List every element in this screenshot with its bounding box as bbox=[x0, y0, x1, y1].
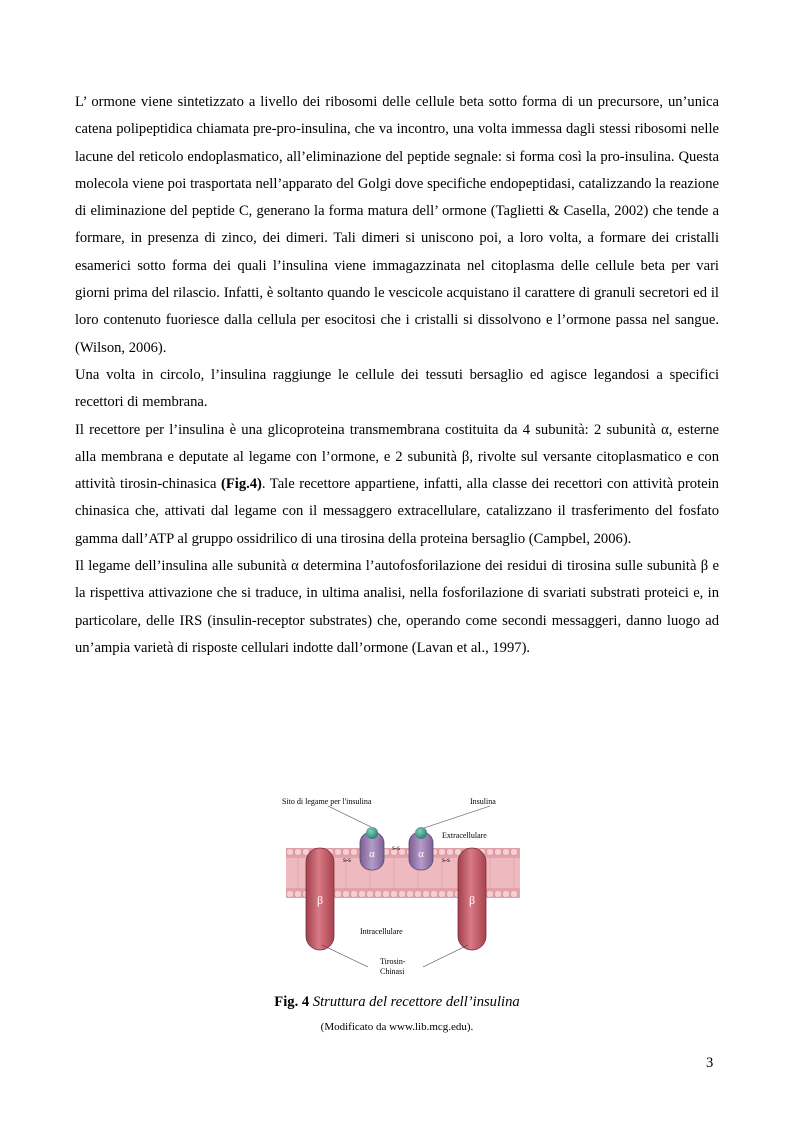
page-number: 3 bbox=[706, 1055, 714, 1071]
beta-label-right: β bbox=[468, 893, 476, 907]
figure-caption bbox=[0, 994, 794, 1011]
insulin-label: Insulina bbox=[470, 797, 496, 806]
figure-reference: (Fig.4) bbox=[220, 476, 262, 493]
disulfide-bridge-middle: s-s bbox=[392, 844, 400, 852]
alpha-label-left: α bbox=[369, 848, 375, 860]
disulfide-bridge-right: s-s bbox=[442, 856, 450, 864]
extracellular-label: Extracellulare bbox=[442, 831, 487, 840]
binding-site-label: Sito di legame per l'insulina bbox=[282, 797, 372, 806]
insulin-molecule-left bbox=[366, 827, 378, 839]
beta-label-left: β bbox=[316, 893, 324, 907]
receptor-figure bbox=[268, 790, 528, 982]
caption-source: (Modificato da www.lib.mcg.edu). bbox=[320, 1021, 474, 1033]
kinase-label-line2: Chinasi bbox=[380, 967, 405, 976]
paragraph: Il recettore per l’insulina è una glicoproteina transmembrana costituita da 4 subunità: 2 subunità α, esterne alla membrana e deputate al legame con l’ormone, e 2 subunità β, rivolte sul versante citoplasmatico e con attività tirosin-chinasica (Fig.4). Tale recettore appartiene, infatti, alla classe dei recettori con attività protein chinasica che, attivati dal legame con il messaggero extracellulare, catalizzano il trasferimento del fosfato gamma dall’ATP al gruppo ossidrilico di una tirosina della proteina bersaglio (Campbel, 2006). bbox=[75, 421, 719, 547]
body-text bbox=[75, 89, 719, 662]
alpha-label-right: α bbox=[418, 848, 424, 860]
paragraph: Il legame dell’insulina alle subunità α determina l’autofosforilazione dei residui di tirosina sulle subunità β e la rispettiva attivazione che si traduce, in ultima analisi, nella fosforilazione di svariati substrati proteici e, in particolare, delle IRS (insulin-receptor substrates) che, operando come secondi messaggeri, danno luogo ad un’ampia varietà di risposte cellulari indotte dall’ormone (Lavan et al., 1997). bbox=[75, 558, 719, 656]
paragraph: Una volta in circolo, l’insulina raggiunge le cellule dei tessuti bersaglio ed agisce legandosi a specifici recettori di membrana. bbox=[75, 366, 719, 411]
caption-text: Struttura del recettore dell’insulina bbox=[312, 994, 520, 1010]
insulin-molecule-right bbox=[415, 827, 427, 839]
kinase-label-line1: Tirosin- bbox=[380, 957, 406, 966]
caption-label: Fig. 4 bbox=[274, 994, 310, 1010]
disulfide-bridge-left: s-s bbox=[343, 856, 351, 864]
intracellular-label: Intracellulare bbox=[360, 927, 403, 936]
paragraph: L’ ormone viene sintetizzato a livello dei ribosomi delle cellule beta sotto forma di un precursore, un’unica catena polipeptidica chiamata pre-pro-insulina, che va incontro, una volta immessa dagli stessi ribosomi nelle lacune del reticolo endoplasmatico, all’eliminazione del peptide segnale: si forma così la pro-insulina. Questa molecola viene poi trasportata nell’apparato del Golgi dove specifiche endopeptidasi, catalizzando la reazione di eliminazione del peptide C, generano la forma matura dell’ ormone (Taglietti & Casella, 2002) che tende a formare, in presenza di zinco, dei dimeri. Tali dimeri si uniscono poi, a loro volta, a formare dei cristalli esamerici sotto forma dei quali l’insulina viene immagazzinata nel citoplasma delle cellule beta per vari giorni prima del rilascio. Infatti, è soltanto quando le vescicole acquistano il carattere di granuli secretori ed il loro contenuto fuoriesce dalla cellula per esocitosi che i cristalli si dissolvono e l’ormone passa nel sangue.(Wilson, 2006). bbox=[75, 94, 719, 356]
